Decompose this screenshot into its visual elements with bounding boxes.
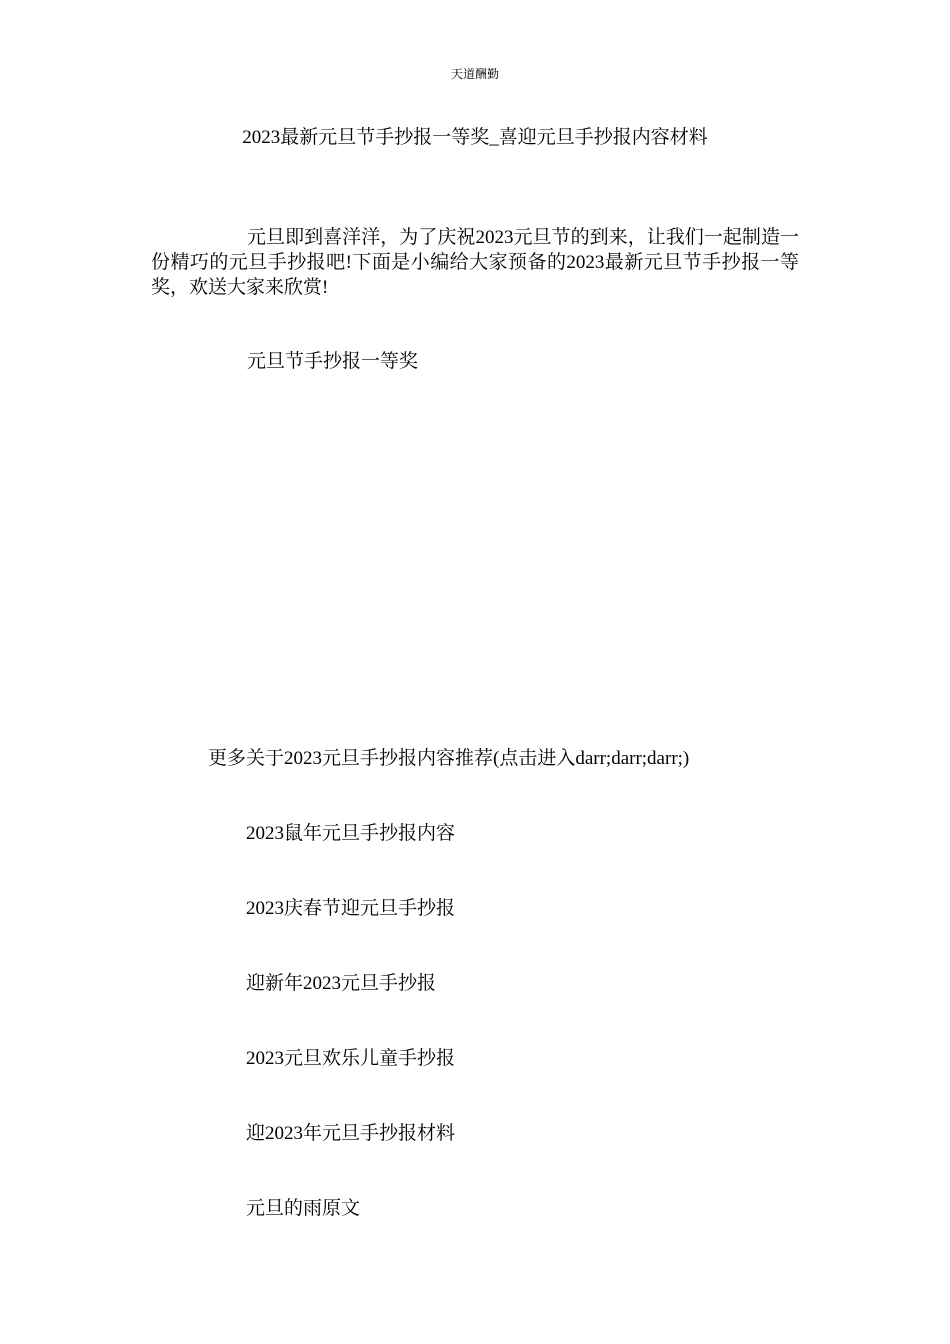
recommendation-link[interactable]: 迎2023年元旦手抄报材料 [246,1123,456,1144]
recommendation-link[interactable]: 元旦的雨原文 [246,1198,361,1219]
recommendation-link[interactable]: 2023鼠年元旦手抄报内容 [246,823,456,844]
section-subheading: 元旦节手抄报一等奖 [247,351,419,372]
blank-image-area [151,390,799,730]
more-recommendations-label: 更多关于2023元旦手抄报内容推荐(点击进入darr;darr;darr;) [208,748,690,769]
recommendation-list [246,822,455,1272]
document-title: 2023最新元旦节手抄报一等奖_喜迎元旦手抄报内容材料 [242,127,708,148]
recommendation-link[interactable]: 迎新年2023元旦手抄报 [246,973,437,994]
recommendation-link[interactable]: 2023元旦欢乐儿童手抄报 [246,1048,456,1069]
recommendation-link[interactable]: 2023庆春节迎元旦手抄报 [246,898,456,919]
page-header: 天道酬勤 [450,67,499,81]
intro-paragraph: 元旦即到喜洋洋，为了庆祝2023元旦节的到来，让我们一起制造一份精巧的元旦手抄报吧!下面是小编给大家预备的2023最新元旦节手抄报一等奖，欢送大家来欣赏! [151,227,799,298]
